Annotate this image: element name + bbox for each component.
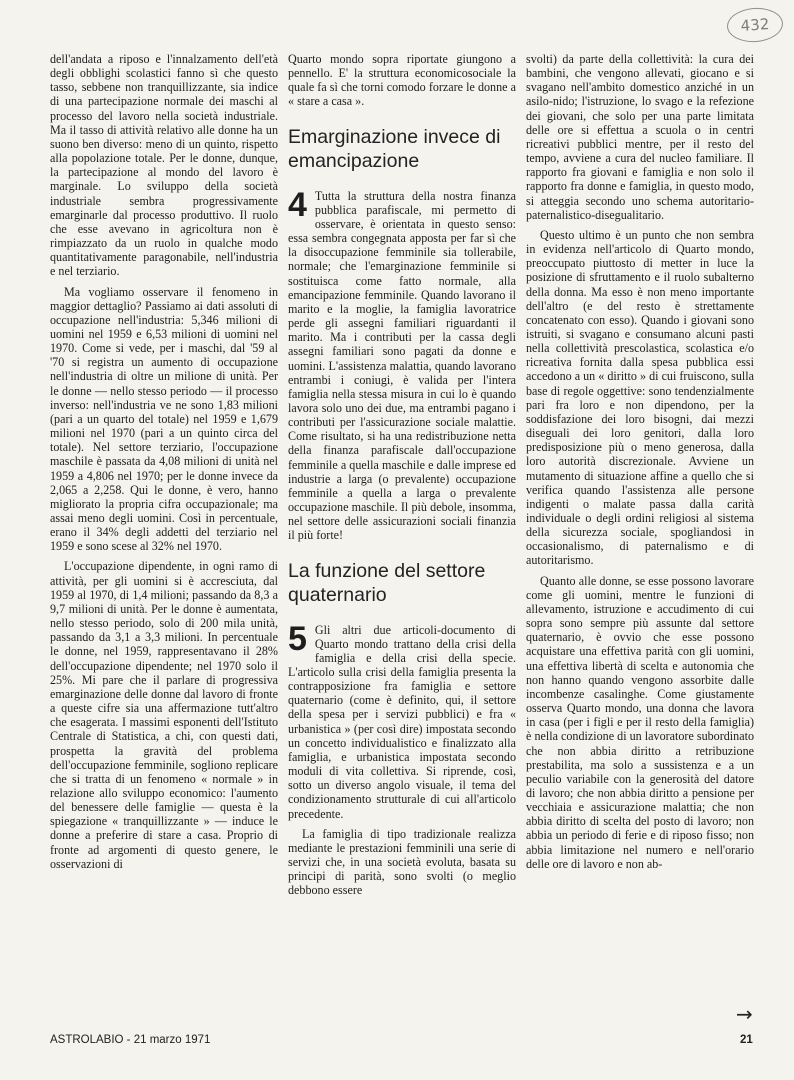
section-heading: Emarginazione invece di emancipazione <box>288 125 501 172</box>
continue-arrow-icon: → <box>736 1002 753 1026</box>
paragraph: Quarto mondo sopra riportate giungono a pennello. E' la struttura economicosociale la quale fa sì che torni comodo forzare le donne a « stare a casa ». <box>288 52 516 109</box>
section-number: 4 <box>288 185 307 224</box>
paragraph: dell'andata a riposo e l'innalzamento dell'età degli obblighi scolastici fanno sì che questo tasso, sebbene non tranquillizzante, sia indice di una partecipazione normale dei maschi al processo del lavoro nella società industriale. Ma il tasso di attività relativo alle donne ha un suono ben diverso: meno di un quinto, rispetto alla popolazione totale. Per le donne, dunque, la partecipazione al mondo del lavoro è marginale. Lo sviluppo della società industriale sembra progressivamente emarginarle dal processo produttivo. Il ruolo che esse avevano in agricoltura non è rimpiazzato da un ruolo in qualche modo quantitativamente paragonabile, nell'industria e nel terziario. <box>50 52 278 279</box>
paragraph: Questo ultimo è un punto che non sembra in evidenza nell'articolo di Quarto mondo, preoccupato piuttosto di metter in luce la posizione di sfruttamento e il ruolo subalterno della donna. Ma esso è non meno importante dell'altro (e del resto è strettamente concatenato con esso). Quando i giovani sono istruiti, si svagano e consumano alcuni pasti nella collettività prescolastica, scolastica e/o ricreativa fornita dalla spesa pubblica essi accedono a un « diritto » di cui fruiscono, sulla base di regole oggettive: sono tendenzialmente pari fra loro e non dipendono, per la soddisfazione dei loro bisogni, dai mezzi diseguali dei loro genitori, dalla loro predisposizione più o meno generosa, dalla loro autorità discrezionale. Avviene un mutamento di situazione affine a quello che si verifica quando l'assistenza alle persone indigenti o malate passa dalla carità individuale o degli ordini religiosi al sistema della sicurezza sociale, spogliandosi in occasionalismo, di paternalismo e di autoritarismo. <box>526 227 754 568</box>
section-number: 5 <box>288 619 307 658</box>
handwritten-page-annotation: 432 <box>726 6 784 44</box>
paragraph: L'occupazione dipendente, in ogni ramo di attività, per gli uomini si è accresciuta, dal 1959 al 1970, di 1,4 milioni; passando da 8,3 a 9,7 milioni di unità. Per le donne è aumentata, nello stesso periodo, solo di 200 mila unità, passando da 3,1 a 3,3 milioni. In percentuale le donne, nel 1959, rappresentavano il 28% dell'occupazione dipendente; nel 1970 solo il 25%. Mi pare che il parlare di progressiva emarginazione delle donne dal lavoro di fronte a queste cifre sia una affermazione tutt'altro che esagerata. I massimi esponenti dell'Istituto Centrale di Statistica, a chi, con questi dati, prospetta la gravità del problema dell'occupazione femminile, sogliono replicare che si tratta di un fenomeno « normale » in relazione allo sviluppo economico: l'aumento del benessere delle famiglie — questa è la spiegazione « tranquillizzante » — induce le donne a preferire di stare a casa. Proprio di fronte ad argomenti di questo genere, le osservazioni di <box>50 559 278 871</box>
paragraph: La famiglia di tipo tradizionale realizza mediante le prestazioni femminili una serie di servizi che, in una società evoluta, basata su principi di parità, sono svolti (o meglio debbono essere <box>288 826 516 898</box>
article-column-3 <box>526 52 754 871</box>
paragraph <box>288 619 516 821</box>
paragraph-text: Tutta la struttura della nostra finanza pubblica parafiscale, mi permetto di osservare, è orientata in questo senso: essa sembra congegnata apposta per far sì che la disoccupazione femminile sia tollerabile, normale; che l'emarginazione femminile si sostituisca come fatto normale, alla emancipazione femminile. Quando lavorano il marito e la moglie, la famiglia lavoratrice perde gli assegni familiari riguardanti il marito. Ma i contributi per la cassa degli assegni familiari sono pagati da donne e uomini. L'assistenza malattia, quando lavorano entrambi i coniugi, è valida per l'intera famiglia nella stessa misura in cui lo è quando lavora solo uno dei due, ma entrambi pagano i contributi per l'assicurazione sociale malattie. Come risultato, si ha una redistribuzione netta della finanza parafiscale dall'occupazione femminile a quella maschile e dalle imprese ed industrie a larga (o prevalente) occupazione femminile a quella a larga o prevalente occupazione maschile. Il più debole, insomma, nel settore delle assicurazioni sociali finanzia il più forte! <box>288 188 516 543</box>
page-number: 21 <box>740 1034 753 1046</box>
paragraph <box>288 185 516 543</box>
paragraph: Quanto alle donne, se esse possono lavorare come gli uomini, mentre le funzioni di allevamento, istruzione e accudimento di cui sopra sono sempre più assunte dal settore quaternario, è ovvio che esse possono acquistare una effettiva parità con gli uomini, una effettiva libertà di scelta e autonomia che non hanno quando vengono assorbite dalle incombenze casalinghe. Come giustamente osserva Quarto mondo, una donna che lavora in casa (per i figli e per il resto della famiglia) è nella condizione di un lavoratore subordinato che non abbia diritto a retribuzione prestabilita, ma solo a sussistenza e a un peculio variabile con la generosità del datore di lavoro; che non abbia diritto a pensione per vecchiaia e assicurazione malattia; che non abbia diritto di scelta del posto di lavoro; non abbia un periodo di ferie e di riposo fisso; non abbia limitazione nel numero e nell'orario delle ore di lavoro e non ab- <box>526 573 754 871</box>
paragraph: svolti) da parte della collettività: la cura dei bambini, che vengono allevati, giocano e si svagano nell'ambito domestico anziché in un asilo-nido; l'istruzione, lo svago e la refezione dei giovani, che solo per una parte limitata delle ore si effettua a scuola o in centri ricreativi pubblici mentre, per il resto del tempo, avviene a cura del nucleo familiare. Il rapporto fra giovani e famiglia e non solo il rapporto fra donne e famiglia, in questo modo, si atteggia secondo uno schema autoritario-paternalistico-disegualitario. <box>526 52 754 222</box>
article-column-2 <box>288 52 516 898</box>
section-heading: La funzione del settore quaternario <box>288 559 486 606</box>
paragraph: Ma vogliamo osservare il fenomeno in maggior dettaglio? Passiamo ai dati assoluti di occupazione nell'industria: 5,346 milioni di uomini nel 1959 e 6,53 milioni di uomini nel 1970. Come si vede, per i maschi, dal '59 al '70 si registra un aumento di occupazione nell'industria di oltre un milione di unità. Per le donne — nello stesso periodo — il processo inverso: nell'industria ve ne sono 1,83 milioni (pari a un quarto del totale) nel 1959 e 1,679 milioni nel 1970 (pari a un quinto circa del totale). Nel settore terziario, l'occupazione maschile è passata da 4,08 milioni di unità nel 1959 a 4,806 nel 1970; per le donne invece da 2,065 a 2,258. Qui le donne, è vero, hanno migliorato la propria cifra occupazionale; ma assai meno degli uomini. Così in percentuale, erano il 34% degli addetti del terziario nel 1959 e sono scese al 32% nel 1970. <box>50 284 278 554</box>
article-column-1 <box>50 52 278 871</box>
paragraph-text: Gli altri due articoli-documento di Quarto mondo trattano della crisi della famiglia e della crisi della specie. L'articolo sulla crisi della famiglia presenta la contrapposizione fra famiglia e settore quaternario (come è definito, qui, il settore della spesa per i servizi pubblici) e fra « urbanistica » (per così dire) impostata secondo un concetto individualistico e finalizzato alla famiglia, e urbanistica impostata secondo moduli di vita collettiva. Si riprende, così, sotto un diverso angolo visuale, il tema del condizionamento strutturale di cui all'articolo precedente. <box>288 622 516 821</box>
publication-footer: ASTROLABIO - 21 marzo 1971 <box>50 1034 211 1046</box>
